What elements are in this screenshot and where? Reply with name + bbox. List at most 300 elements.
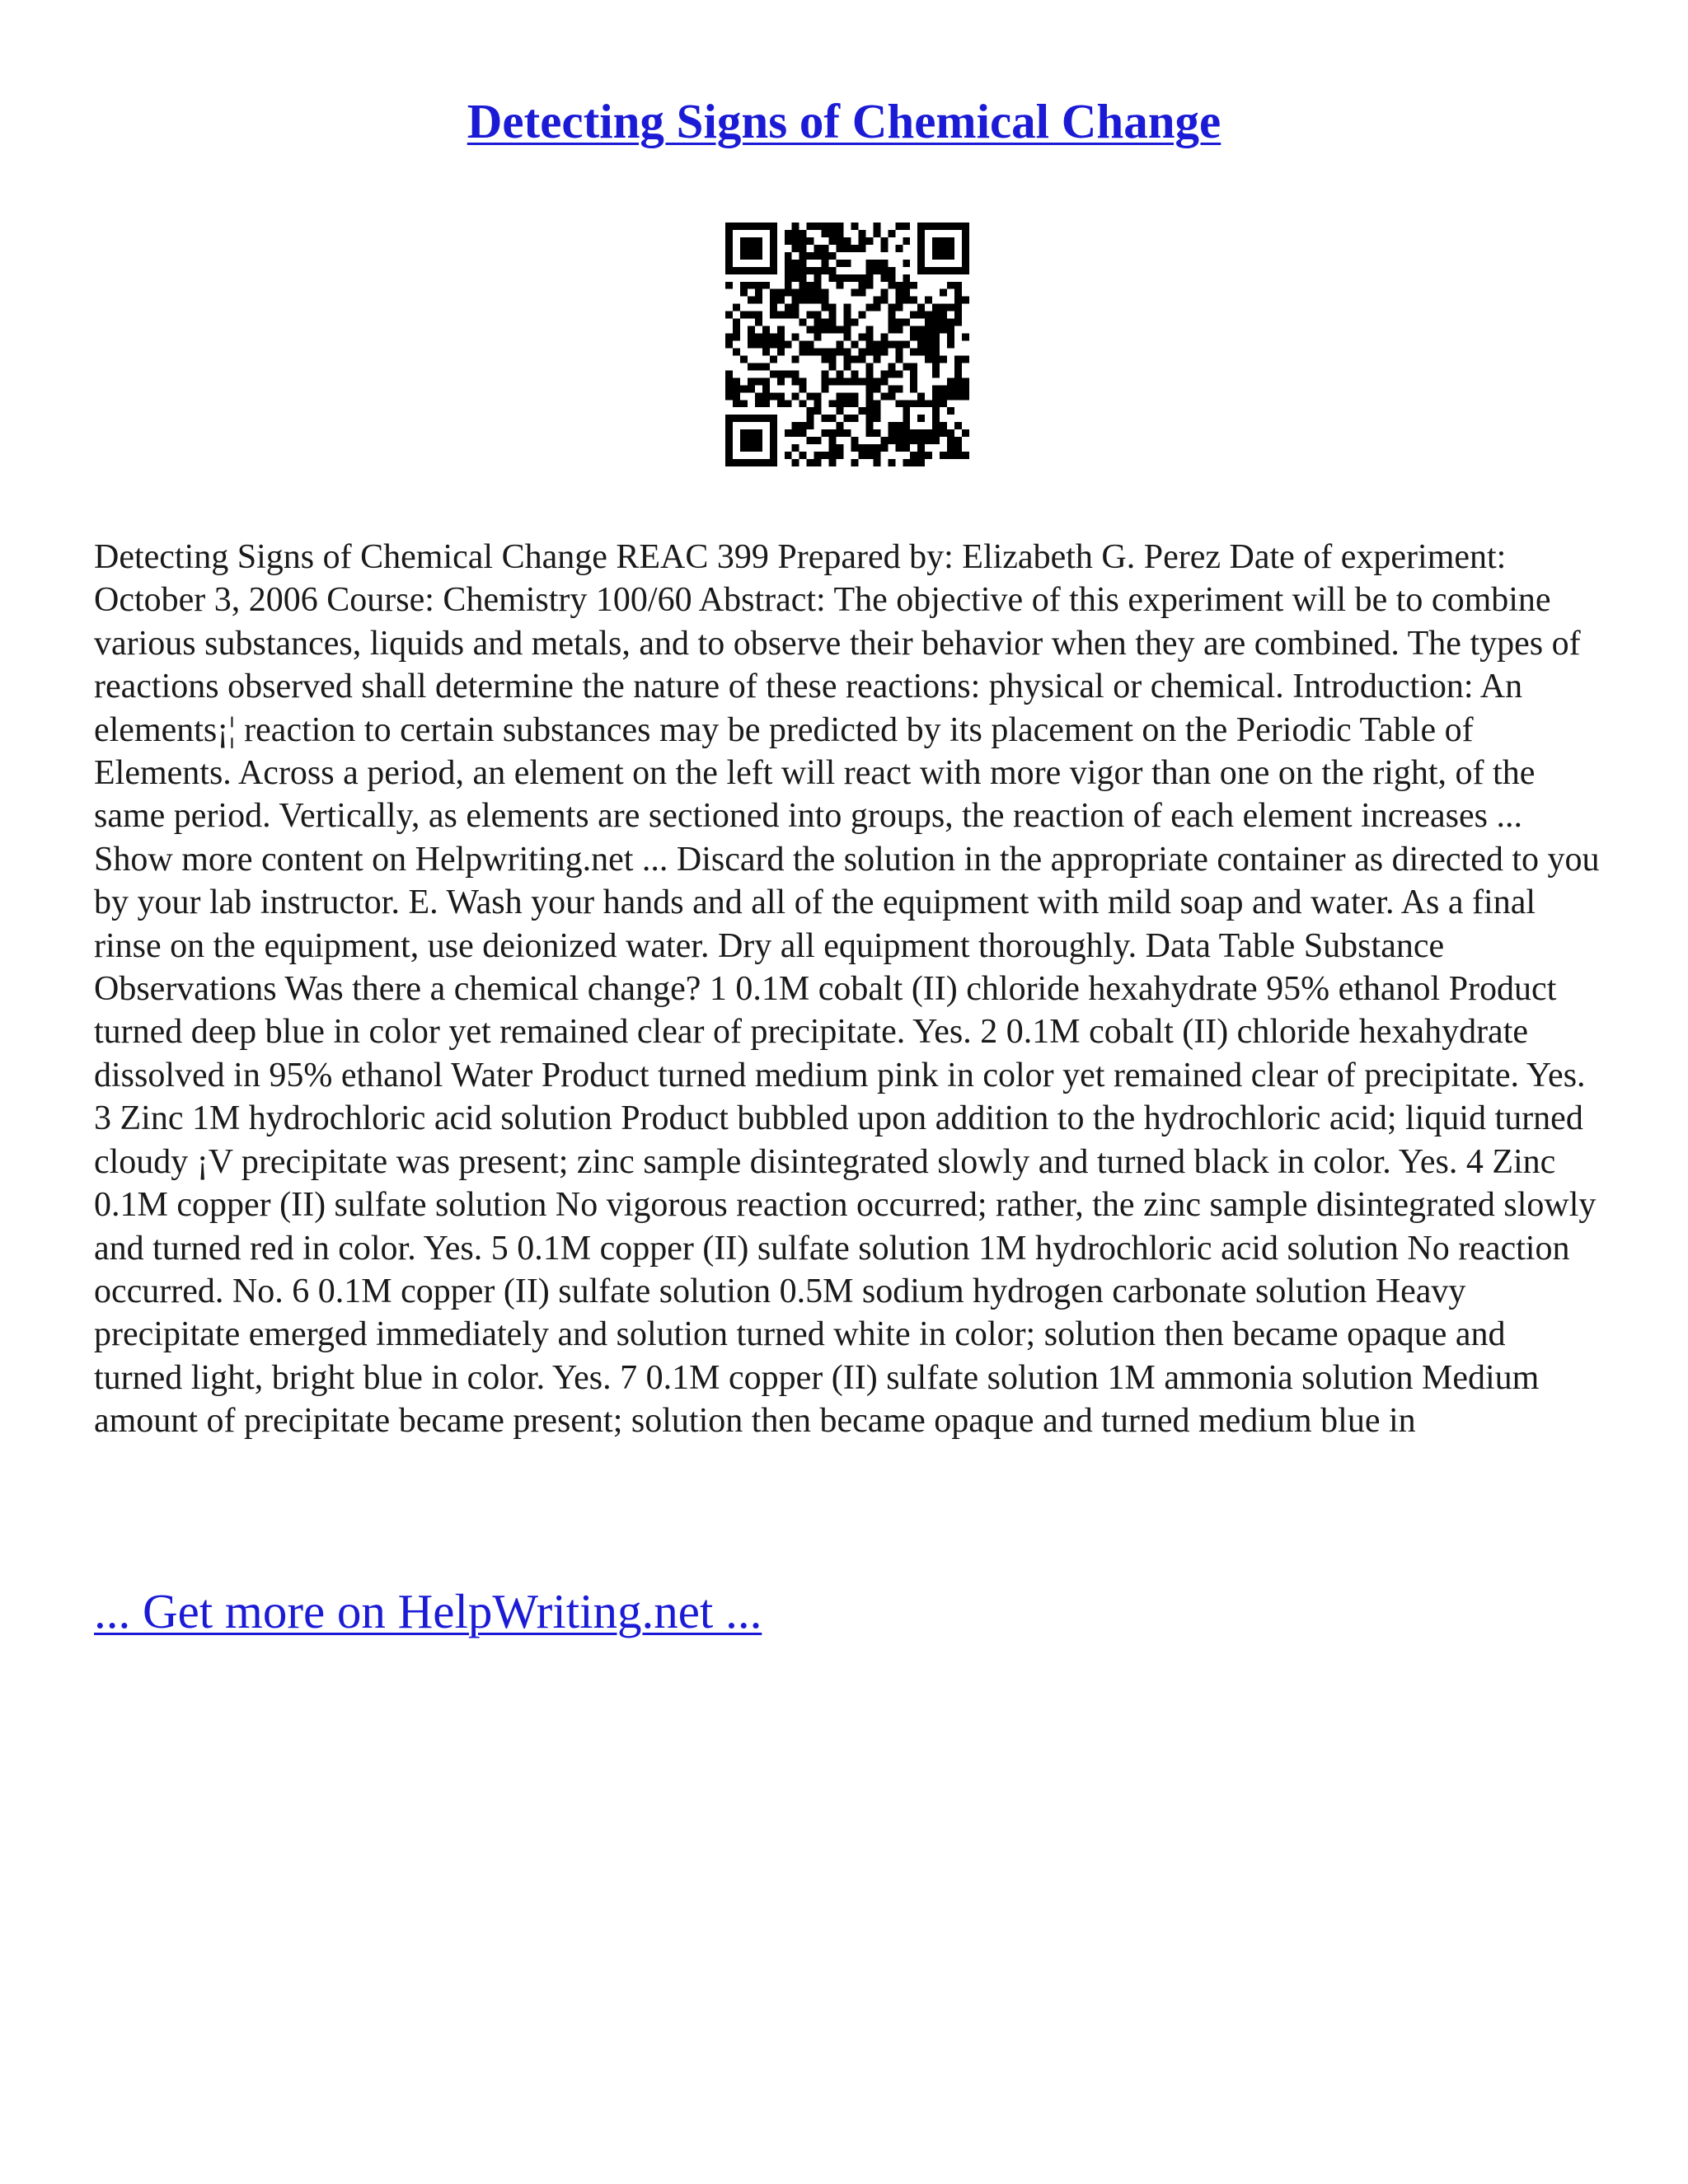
qr-module bbox=[837, 230, 844, 237]
qr-module bbox=[785, 400, 792, 407]
qr-module bbox=[792, 422, 799, 429]
qr-module bbox=[770, 444, 777, 452]
qr-module bbox=[799, 260, 807, 267]
qr-module bbox=[851, 355, 858, 363]
qr-module bbox=[932, 319, 940, 326]
qr-module bbox=[888, 341, 895, 349]
qr-module bbox=[954, 297, 962, 304]
qr-module bbox=[799, 400, 807, 407]
qr-module bbox=[837, 274, 844, 282]
qr-module bbox=[837, 422, 844, 429]
qr-module bbox=[829, 267, 837, 274]
qr-module bbox=[947, 437, 954, 444]
qr-module bbox=[865, 422, 873, 429]
qr-module bbox=[932, 407, 940, 415]
qr-module bbox=[940, 304, 947, 312]
qr-module bbox=[770, 245, 777, 252]
qr-module bbox=[873, 297, 880, 304]
qr-module bbox=[895, 304, 903, 312]
qr-module bbox=[873, 230, 880, 237]
qr-module bbox=[799, 429, 807, 437]
qr-module bbox=[792, 267, 799, 274]
qr-module bbox=[947, 444, 954, 452]
qr-module bbox=[740, 312, 748, 319]
qr-module bbox=[777, 334, 785, 341]
qr-module bbox=[740, 252, 748, 260]
qr-module bbox=[792, 459, 799, 466]
article-body: Detecting Signs of Chemical Change REAC 399 Prepared by: Elizabeth G. Perez Date of experiment: October 3, 2006 Course: Chemistry 100/60 Abstract: The objective of this experiment will be to combine various substances, liquids and metals, and to observe their behavior when they are combined. The types of reactions observed shall determine the nature of these reactions: physical or chemical. Introduction: An elements¡¦ reaction to certain substances may be predicted by its placement on the Periodic Table of Elements. Across a period, an element on the left will react with more vigor than one on the right, of the same period. Vertically, as elements are sectioned into groups, the reaction of each element increases ... Show more content on Helpwriting.net ... Discard the solution in the appropriate container as directed to you by your lab instructor. E. Wash your hands and all of the equipment with mild soap and water. As a final rinse on the equipment, use deionized water. Dry all equipment thoroughly. Data Table Substance Observations Was there a chemical change? 1 0.1M cobalt (II) chloride hexahydrate 95% ethanol Product turned deep blue in color yet remained clear of precipitate. Yes. 2 0.1M cobalt (II) chloride hexahydrate dissolved in 95% ethanol Water Product turned medium pink in color yet remained clear of precipitate. Yes. 3 Zinc 1M hydrochloric acid solution Product bubbled upon addition to the hydrochloric acid; liquid turned cloudy ¡V precipitate was present; zinc sample disintegrated slowly and turned black in color. Yes. 4 Zinc 0.1M copper (II) sulfate solution No vigorous reaction occurred; rather, the zinc sample disintegrated slowly and turned red in color. Yes. 5 0.1M copper (II) sulfate solution 1M hydrochloric acid solution No reaction occurred. No. 6 0.1M copper (II) sulfate solution 0.5M sodium hydrogen carbonate solution Heavy precipitate emerged immediately and solution turned white in color; solution then became opaque and turned light, bright blue in color. Yes. 7 0.1M copper (II) sulfate solution 1M ammonia solution Medium amount of precipitate became present; solution then became opaque and turned medium blue in bbox=[94, 538, 1600, 1441]
qr-module bbox=[873, 223, 880, 230]
qr-module bbox=[910, 282, 917, 289]
qr-module bbox=[762, 348, 770, 355]
qr-module bbox=[962, 429, 969, 437]
qr-module bbox=[917, 459, 925, 466]
qr-module bbox=[880, 370, 888, 377]
qr-module bbox=[792, 237, 799, 245]
qr-module bbox=[932, 363, 940, 370]
qr-module bbox=[917, 334, 925, 341]
qr-module bbox=[755, 223, 762, 230]
qr-module bbox=[873, 407, 880, 415]
qr-module bbox=[903, 363, 910, 370]
qr-module bbox=[917, 326, 925, 334]
qr-module bbox=[733, 392, 740, 400]
qr-module bbox=[770, 392, 777, 400]
qr-module bbox=[947, 223, 954, 230]
qr-module bbox=[925, 429, 932, 437]
qr-module bbox=[733, 459, 740, 466]
qr-module bbox=[733, 304, 740, 312]
qr-module bbox=[954, 304, 962, 312]
qr-module bbox=[932, 400, 940, 407]
qr-module bbox=[903, 223, 910, 230]
qr-module bbox=[822, 355, 829, 363]
qr-module bbox=[807, 297, 814, 304]
qr-module bbox=[903, 237, 910, 245]
qr-module bbox=[814, 334, 822, 341]
qr-module bbox=[740, 289, 748, 297]
qr-module bbox=[770, 252, 777, 260]
qr-module bbox=[947, 319, 954, 326]
qr-module bbox=[903, 437, 910, 444]
qr-module bbox=[814, 400, 822, 407]
qr-module bbox=[807, 392, 814, 400]
qr-module bbox=[770, 370, 777, 377]
qr-module bbox=[829, 312, 837, 319]
qr-module bbox=[770, 304, 777, 312]
qr-module bbox=[954, 312, 962, 319]
qr-module bbox=[792, 370, 799, 377]
qr-module bbox=[917, 444, 925, 452]
qr-module bbox=[725, 452, 733, 459]
qr-module bbox=[799, 341, 807, 349]
qr-module bbox=[895, 429, 903, 437]
qr-module bbox=[829, 319, 837, 326]
qr-module bbox=[740, 223, 748, 230]
qr-module bbox=[895, 289, 903, 297]
qr-module bbox=[873, 459, 880, 466]
qr-module bbox=[725, 370, 733, 377]
qr-module bbox=[910, 297, 917, 304]
qr-module bbox=[799, 267, 807, 274]
qr-module bbox=[947, 237, 954, 245]
qr-module bbox=[947, 326, 954, 334]
qr-module bbox=[917, 400, 925, 407]
qr-module bbox=[799, 348, 807, 355]
qr-module bbox=[925, 355, 932, 363]
qr-module bbox=[740, 444, 748, 452]
qr-module bbox=[910, 429, 917, 437]
qr-module bbox=[954, 319, 962, 326]
qr-module bbox=[837, 223, 844, 230]
qr-module bbox=[954, 282, 962, 289]
page-title bbox=[0, 92, 1688, 150]
qr-module bbox=[814, 274, 822, 282]
qr-module bbox=[962, 237, 969, 245]
qr-module bbox=[777, 400, 785, 407]
qr-module bbox=[829, 237, 837, 245]
qr-module bbox=[733, 348, 740, 355]
qr-module bbox=[785, 274, 792, 282]
qr-module bbox=[873, 348, 880, 355]
qr-module bbox=[858, 355, 865, 363]
get-more-link[interactable]: ... Get more on HelpWriting.net ... bbox=[94, 1584, 762, 1638]
qr-module bbox=[755, 267, 762, 274]
qr-module bbox=[895, 245, 903, 252]
qr-module bbox=[954, 289, 962, 297]
qr-module bbox=[807, 237, 814, 245]
qr-module bbox=[865, 237, 873, 245]
qr-module bbox=[940, 267, 947, 274]
qr-module bbox=[837, 452, 844, 459]
qr-module bbox=[932, 245, 940, 252]
qr-module bbox=[822, 223, 829, 230]
qr-module bbox=[895, 326, 903, 334]
qr-module bbox=[917, 245, 925, 252]
qr-module bbox=[807, 326, 814, 334]
qr-module bbox=[844, 363, 851, 370]
qr-module bbox=[962, 392, 969, 400]
qr-module bbox=[940, 422, 947, 429]
qr-module bbox=[865, 429, 873, 437]
qr-module bbox=[837, 407, 844, 415]
qr-module bbox=[873, 452, 880, 459]
qr-module bbox=[829, 459, 837, 466]
qr-module bbox=[770, 237, 777, 245]
qr-module bbox=[725, 444, 733, 452]
qr-module bbox=[865, 267, 873, 274]
qr-module bbox=[792, 260, 799, 267]
qr-module bbox=[799, 385, 807, 392]
qr-module bbox=[932, 267, 940, 274]
qr-module bbox=[940, 355, 947, 363]
qr-module bbox=[940, 452, 947, 459]
qr-module bbox=[851, 415, 858, 422]
qr-module bbox=[837, 400, 844, 407]
qr-module bbox=[910, 385, 917, 392]
qr-module bbox=[895, 370, 903, 377]
qr-module bbox=[822, 370, 829, 377]
qr-module bbox=[917, 267, 925, 274]
qr-module bbox=[954, 444, 962, 452]
qr-module bbox=[932, 385, 940, 392]
qr-module bbox=[837, 282, 844, 289]
qr-module bbox=[947, 385, 954, 392]
qr-module bbox=[837, 260, 844, 267]
qr-module bbox=[762, 400, 770, 407]
qr-module bbox=[903, 400, 910, 407]
qr-module bbox=[917, 392, 925, 400]
qr-module bbox=[895, 319, 903, 326]
qr-module bbox=[932, 392, 940, 400]
qr-module bbox=[740, 459, 748, 466]
qr-module bbox=[865, 260, 873, 267]
qr-module bbox=[777, 297, 785, 304]
qr-module bbox=[880, 297, 888, 304]
qr-module bbox=[814, 407, 822, 415]
qr-module bbox=[844, 260, 851, 267]
qr-module bbox=[785, 282, 792, 289]
qr-module bbox=[770, 334, 777, 341]
qr-module bbox=[851, 377, 858, 385]
qr-module bbox=[733, 415, 740, 422]
qr-module bbox=[858, 452, 865, 459]
qr-module bbox=[829, 304, 837, 312]
qr-module bbox=[865, 444, 873, 452]
qr-module bbox=[940, 319, 947, 326]
qr-module bbox=[799, 377, 807, 385]
qr-module bbox=[880, 377, 888, 385]
qr-module bbox=[858, 237, 865, 245]
qr-module bbox=[858, 230, 865, 237]
qr-module bbox=[925, 319, 932, 326]
qr-module bbox=[940, 392, 947, 400]
qr-module bbox=[880, 341, 888, 349]
qr-module bbox=[962, 452, 969, 459]
qr-module bbox=[925, 400, 932, 407]
qr-module bbox=[748, 326, 755, 334]
qr-module bbox=[770, 437, 777, 444]
qr-module bbox=[947, 377, 954, 385]
qr-module bbox=[932, 326, 940, 334]
qr-module bbox=[725, 415, 733, 422]
qr-module bbox=[858, 348, 865, 355]
qr-module bbox=[748, 437, 755, 444]
qr-module bbox=[748, 312, 755, 319]
qr-code-icon bbox=[725, 223, 969, 466]
qr-module bbox=[777, 341, 785, 349]
title-link[interactable]: Detecting Signs of Chemical Change bbox=[467, 94, 1221, 148]
qr-module bbox=[888, 274, 895, 282]
qr-module bbox=[888, 319, 895, 326]
qr-module bbox=[910, 459, 917, 466]
qr-module bbox=[947, 407, 954, 415]
qr-module bbox=[725, 422, 733, 429]
qr-module bbox=[770, 312, 777, 319]
qr-module bbox=[844, 326, 851, 334]
qr-module bbox=[770, 429, 777, 437]
qr-module bbox=[762, 223, 770, 230]
qr-module bbox=[851, 223, 858, 230]
qr-module bbox=[829, 452, 837, 459]
qr-module bbox=[858, 444, 865, 452]
qr-module bbox=[865, 326, 873, 334]
qr-module bbox=[880, 245, 888, 252]
qr-module bbox=[822, 415, 829, 422]
qr-module bbox=[954, 385, 962, 392]
qr-module bbox=[940, 245, 947, 252]
qr-module bbox=[925, 348, 932, 355]
qr-module bbox=[822, 260, 829, 267]
qr-module bbox=[748, 237, 755, 245]
qr-module bbox=[903, 422, 910, 429]
qr-module bbox=[725, 429, 733, 437]
qr-module bbox=[917, 312, 925, 319]
qr-module bbox=[865, 363, 873, 370]
qr-module bbox=[755, 415, 762, 422]
qr-module bbox=[837, 392, 844, 400]
qr-module bbox=[748, 245, 755, 252]
qr-module bbox=[932, 437, 940, 444]
qr-module bbox=[799, 252, 807, 260]
qr-module bbox=[858, 407, 865, 415]
qr-module bbox=[777, 377, 785, 385]
qr-module bbox=[873, 429, 880, 437]
qr-module bbox=[925, 326, 932, 334]
qr-module bbox=[962, 334, 969, 341]
qr-module bbox=[873, 444, 880, 452]
qr-module bbox=[932, 223, 940, 230]
qr-module bbox=[748, 377, 755, 385]
qr-module bbox=[932, 304, 940, 312]
qr-module bbox=[740, 282, 748, 289]
qr-module bbox=[740, 415, 748, 422]
qr-module bbox=[814, 297, 822, 304]
qr-module bbox=[962, 377, 969, 385]
qr-module bbox=[903, 407, 910, 415]
qr-module bbox=[829, 355, 837, 363]
qr-module bbox=[748, 444, 755, 452]
qr-module bbox=[755, 400, 762, 407]
qr-module bbox=[762, 326, 770, 334]
qr-module bbox=[755, 377, 762, 385]
qr-module bbox=[940, 237, 947, 245]
qr-module bbox=[851, 437, 858, 444]
qr-module bbox=[888, 304, 895, 312]
qr-module bbox=[947, 341, 954, 349]
qr-module bbox=[880, 437, 888, 444]
qr-module bbox=[925, 437, 932, 444]
qr-module bbox=[932, 334, 940, 341]
qr-module bbox=[880, 260, 888, 267]
qr-module bbox=[903, 274, 910, 282]
qr-module bbox=[814, 326, 822, 334]
qr-module bbox=[829, 252, 837, 260]
qr-module bbox=[865, 348, 873, 355]
qr-module bbox=[954, 437, 962, 444]
qr-module bbox=[888, 392, 895, 400]
qr-module bbox=[888, 363, 895, 370]
qr-module bbox=[829, 363, 837, 370]
qr-module bbox=[917, 437, 925, 444]
qr-module bbox=[799, 452, 807, 459]
qr-module bbox=[925, 334, 932, 341]
qr-module bbox=[917, 415, 925, 422]
qr-module bbox=[910, 377, 917, 385]
qr-module bbox=[785, 230, 792, 237]
qr-module bbox=[814, 312, 822, 319]
qr-module bbox=[777, 348, 785, 355]
qr-module bbox=[865, 341, 873, 349]
qr-module bbox=[903, 429, 910, 437]
qr-module bbox=[725, 252, 733, 260]
qr-module bbox=[807, 252, 814, 260]
qr-module bbox=[917, 429, 925, 437]
qr-module bbox=[792, 230, 799, 237]
qr-module bbox=[799, 319, 807, 326]
qr-module bbox=[740, 400, 748, 407]
qr-module bbox=[925, 341, 932, 349]
qr-module bbox=[917, 260, 925, 267]
qr-module bbox=[733, 334, 740, 341]
qr-module bbox=[925, 223, 932, 230]
qr-module bbox=[792, 444, 799, 452]
qr-module bbox=[947, 245, 954, 252]
qr-module bbox=[865, 452, 873, 459]
qr-module bbox=[785, 370, 792, 377]
qr-module bbox=[903, 444, 910, 452]
qr-module bbox=[903, 297, 910, 304]
qr-module bbox=[822, 385, 829, 392]
qr-module bbox=[792, 355, 799, 363]
qr-module bbox=[962, 297, 969, 304]
qr-module bbox=[940, 326, 947, 334]
get-more-paragraph bbox=[94, 1582, 762, 1640]
qr-module bbox=[829, 326, 837, 334]
qr-module bbox=[932, 341, 940, 349]
qr-module bbox=[814, 245, 822, 252]
qr-module bbox=[895, 297, 903, 304]
qr-module bbox=[785, 304, 792, 312]
qr-module bbox=[873, 341, 880, 349]
qr-module bbox=[873, 260, 880, 267]
qr-module bbox=[932, 429, 940, 437]
qr-module bbox=[865, 400, 873, 407]
qr-module bbox=[799, 230, 807, 237]
qr-module bbox=[829, 437, 837, 444]
qr-module bbox=[895, 348, 903, 355]
qr-module bbox=[733, 223, 740, 230]
qr-module bbox=[962, 260, 969, 267]
qr-module bbox=[799, 245, 807, 252]
qr-module bbox=[755, 245, 762, 252]
qr-module bbox=[785, 252, 792, 260]
qr-module bbox=[777, 392, 785, 400]
qr-module bbox=[895, 355, 903, 363]
qr-module bbox=[895, 223, 903, 230]
qr-module bbox=[910, 326, 917, 334]
qr-module bbox=[792, 245, 799, 252]
qr-module bbox=[755, 429, 762, 437]
qr-module bbox=[755, 437, 762, 444]
qr-module bbox=[814, 282, 822, 289]
qr-module bbox=[865, 304, 873, 312]
qr-module bbox=[947, 282, 954, 289]
qr-module bbox=[799, 282, 807, 289]
qr-module bbox=[932, 252, 940, 260]
qr-module bbox=[873, 355, 880, 363]
qr-module bbox=[865, 274, 873, 282]
